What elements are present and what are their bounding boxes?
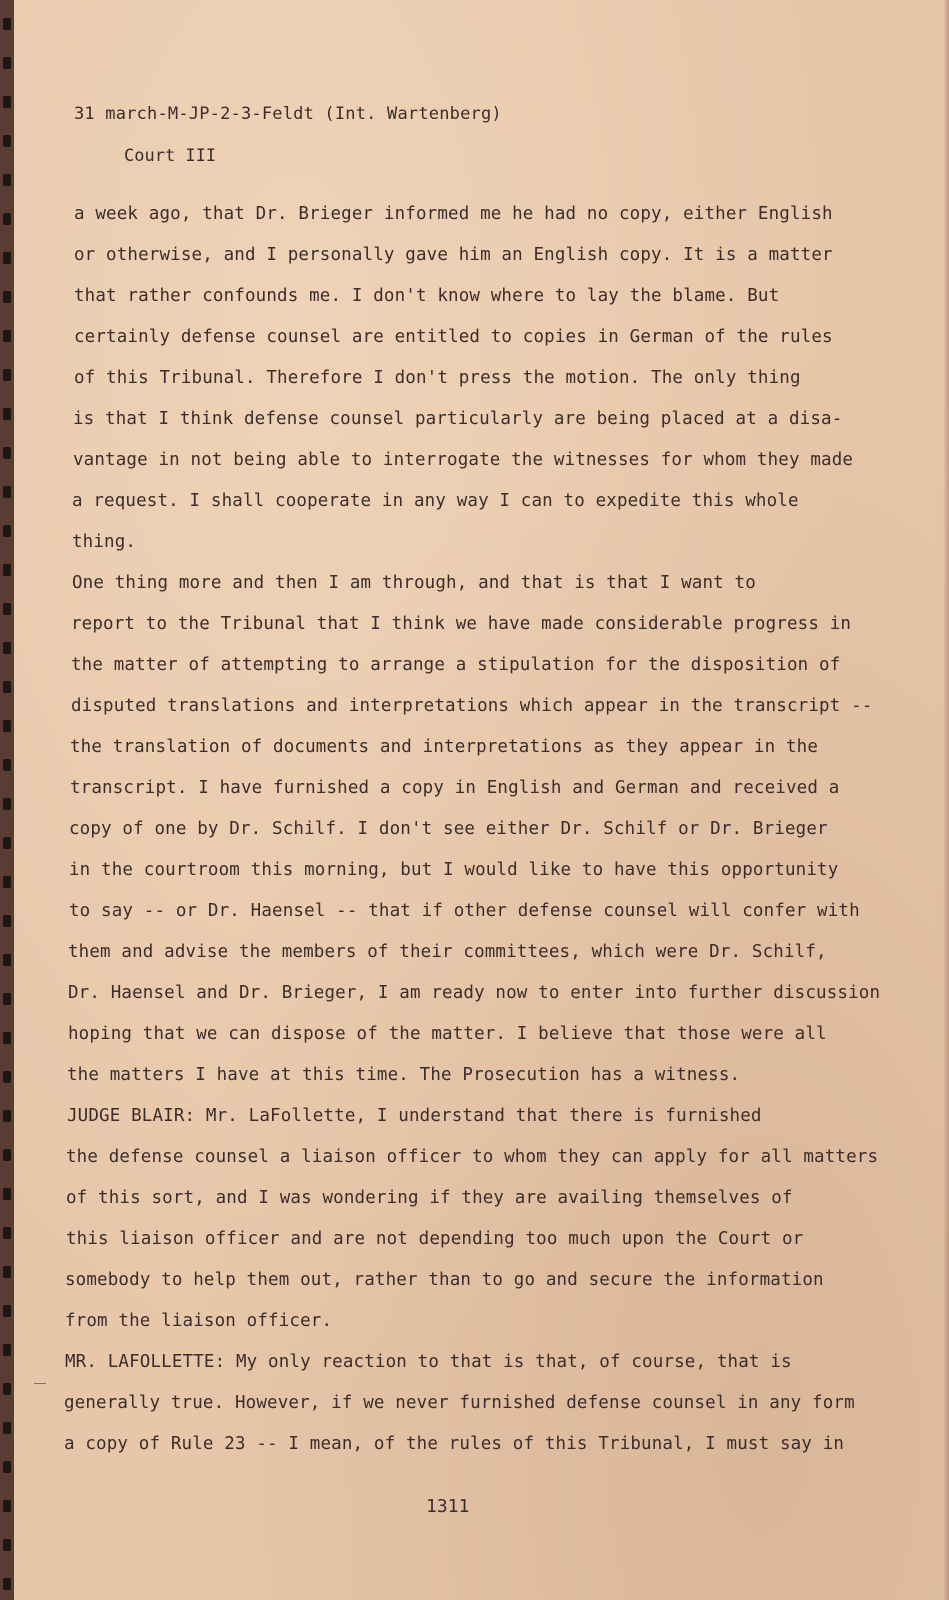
- binding-hole: [3, 720, 11, 732]
- transcript-line: from the liaison officer.: [65, 1311, 333, 1331]
- transcript-line: report to the Tribunal that I think we have made considerable progress in: [71, 614, 852, 634]
- binding-hole: [3, 1266, 11, 1278]
- binding-hole: [3, 915, 11, 927]
- binding-hole: [3, 1383, 11, 1395]
- transcript-line: this liaison officer and are not depending too much upon the Court or: [66, 1229, 804, 1249]
- transcript-line: One thing more and then I am through, and that is that I want to: [72, 573, 756, 593]
- transcript-line: the matter of attempting to arrange a stipulation for the disposition of: [71, 655, 841, 675]
- transcript-line: the translation of documents and interpretations as they appear in the: [70, 737, 819, 757]
- transcript-line: transcript. I have furnished a copy in English and German and received a: [70, 778, 840, 798]
- transcript-line: a week ago, that Dr. Brieger informed me he had no copy, either English: [74, 204, 833, 224]
- transcript-line: JUDGE BLAIR: Mr. LaFollette, I understand that there is furnished: [67, 1106, 762, 1126]
- binding-hole: [3, 57, 11, 69]
- binding-hole: [3, 525, 11, 537]
- transcript-line: hoping that we can dispose of the matter. I believe that those were all: [68, 1024, 827, 1044]
- binding-hole: [3, 954, 11, 966]
- binding-hole: [3, 369, 11, 381]
- transcript-line: of this Tribunal. Therefore I don't press the motion. The only thing: [74, 368, 801, 388]
- transcript-line: disputed translations and interpretations which appear in the transcript --: [71, 696, 873, 716]
- binding-hole: [3, 1578, 11, 1590]
- binding-hole: [3, 837, 11, 849]
- binding-hole: [3, 1149, 11, 1161]
- binding-hole: [3, 408, 11, 420]
- transcript-line: a copy of Rule 23 -- I mean, of the rules of this Tribunal, I must say in: [64, 1434, 845, 1454]
- binding-hole: [3, 96, 11, 108]
- binding-hole: [3, 1422, 11, 1434]
- page-number: 1311: [426, 1496, 470, 1517]
- binding-hole: [3, 1071, 11, 1083]
- court-label: Court III: [124, 146, 217, 166]
- transcript-line: a request. I shall cooperate in any way I can to expedite this whole: [72, 491, 799, 511]
- binding-hole: [3, 1461, 11, 1473]
- transcript-line: thing.: [72, 532, 137, 552]
- transcript-line: to say -- or Dr. Haensel -- that if other defense counsel will confer with: [69, 901, 860, 921]
- binding-hole: [3, 252, 11, 264]
- transcript-line: or otherwise, and I personally gave him an English copy. It is a matter: [74, 245, 833, 265]
- binding-hole: [3, 603, 11, 615]
- binding-hole: [3, 213, 11, 225]
- paper-sheet: [14, 0, 949, 1600]
- binding-hole: [3, 564, 11, 576]
- binding-hole: [3, 1188, 11, 1200]
- transcript-line: them and advise the members of their committees, which were Dr. Schilf,: [68, 942, 827, 962]
- binding-hole: [3, 759, 11, 771]
- binding-strip: [0, 0, 14, 1600]
- transcript-line: the defense counsel a liaison officer to whom they can apply for all matters: [66, 1147, 879, 1167]
- binding-hole: [3, 1032, 11, 1044]
- binding-hole: [3, 330, 11, 342]
- binding-hole: [3, 291, 11, 303]
- transcript-line: generally true. However, if we never furnished defense counsel in any form: [64, 1393, 855, 1413]
- binding-hole: [3, 993, 11, 1005]
- transcript-line: Dr. Haensel and Dr. Brieger, I am ready now to enter into further discussion: [68, 983, 881, 1003]
- binding-hole: [3, 876, 11, 888]
- paper-edge: [943, 0, 949, 1600]
- binding-hole: [3, 1500, 11, 1512]
- binding-hole: [3, 681, 11, 693]
- transcript-line: MR. LAFOLLETTE: My only reaction to that is that, of course, that is: [65, 1352, 792, 1372]
- binding-hole: [3, 18, 11, 30]
- transcript-line: the matters I have at this time. The Prosecution has a witness.: [67, 1065, 741, 1085]
- binding-hole: [3, 1305, 11, 1317]
- transcript-line: certainly defense counsel are entitled to copies in German of the rules: [74, 327, 833, 347]
- binding-hole: [3, 1344, 11, 1356]
- transcript-line: is that I think defense counsel particularly are being placed at a disa-: [73, 409, 843, 429]
- document-reference-header: 31 march-M-JP-2-3-Feldt (Int. Wartenberg): [74, 104, 502, 124]
- transcript-line: vantage in not being able to interrogate the witnesses for whom they made: [73, 450, 854, 470]
- binding-hole: [3, 1539, 11, 1551]
- binding-hole: [3, 798, 11, 810]
- binding-hole: [3, 174, 11, 186]
- transcript-line: in the courtroom this morning, but I would like to have this opportunity: [69, 860, 839, 880]
- binding-hole: [3, 1110, 11, 1122]
- transcript-line: that rather confounds me. I don't know where to lay the blame. But: [74, 286, 780, 306]
- binding-hole: [3, 642, 11, 654]
- margin-mark: [34, 1383, 46, 1384]
- binding-hole: [3, 135, 11, 147]
- transcript-line: somebody to help them out, rather than to go and secure the information: [65, 1270, 824, 1290]
- binding-hole: [3, 1227, 11, 1239]
- transcript-line: of this sort, and I was wondering if they are availing themselves of: [66, 1188, 793, 1208]
- binding-hole: [3, 486, 11, 498]
- transcript-line: copy of one by Dr. Schilf. I don't see either Dr. Schilf or Dr. Brieger: [69, 819, 828, 839]
- binding-hole: [3, 447, 11, 459]
